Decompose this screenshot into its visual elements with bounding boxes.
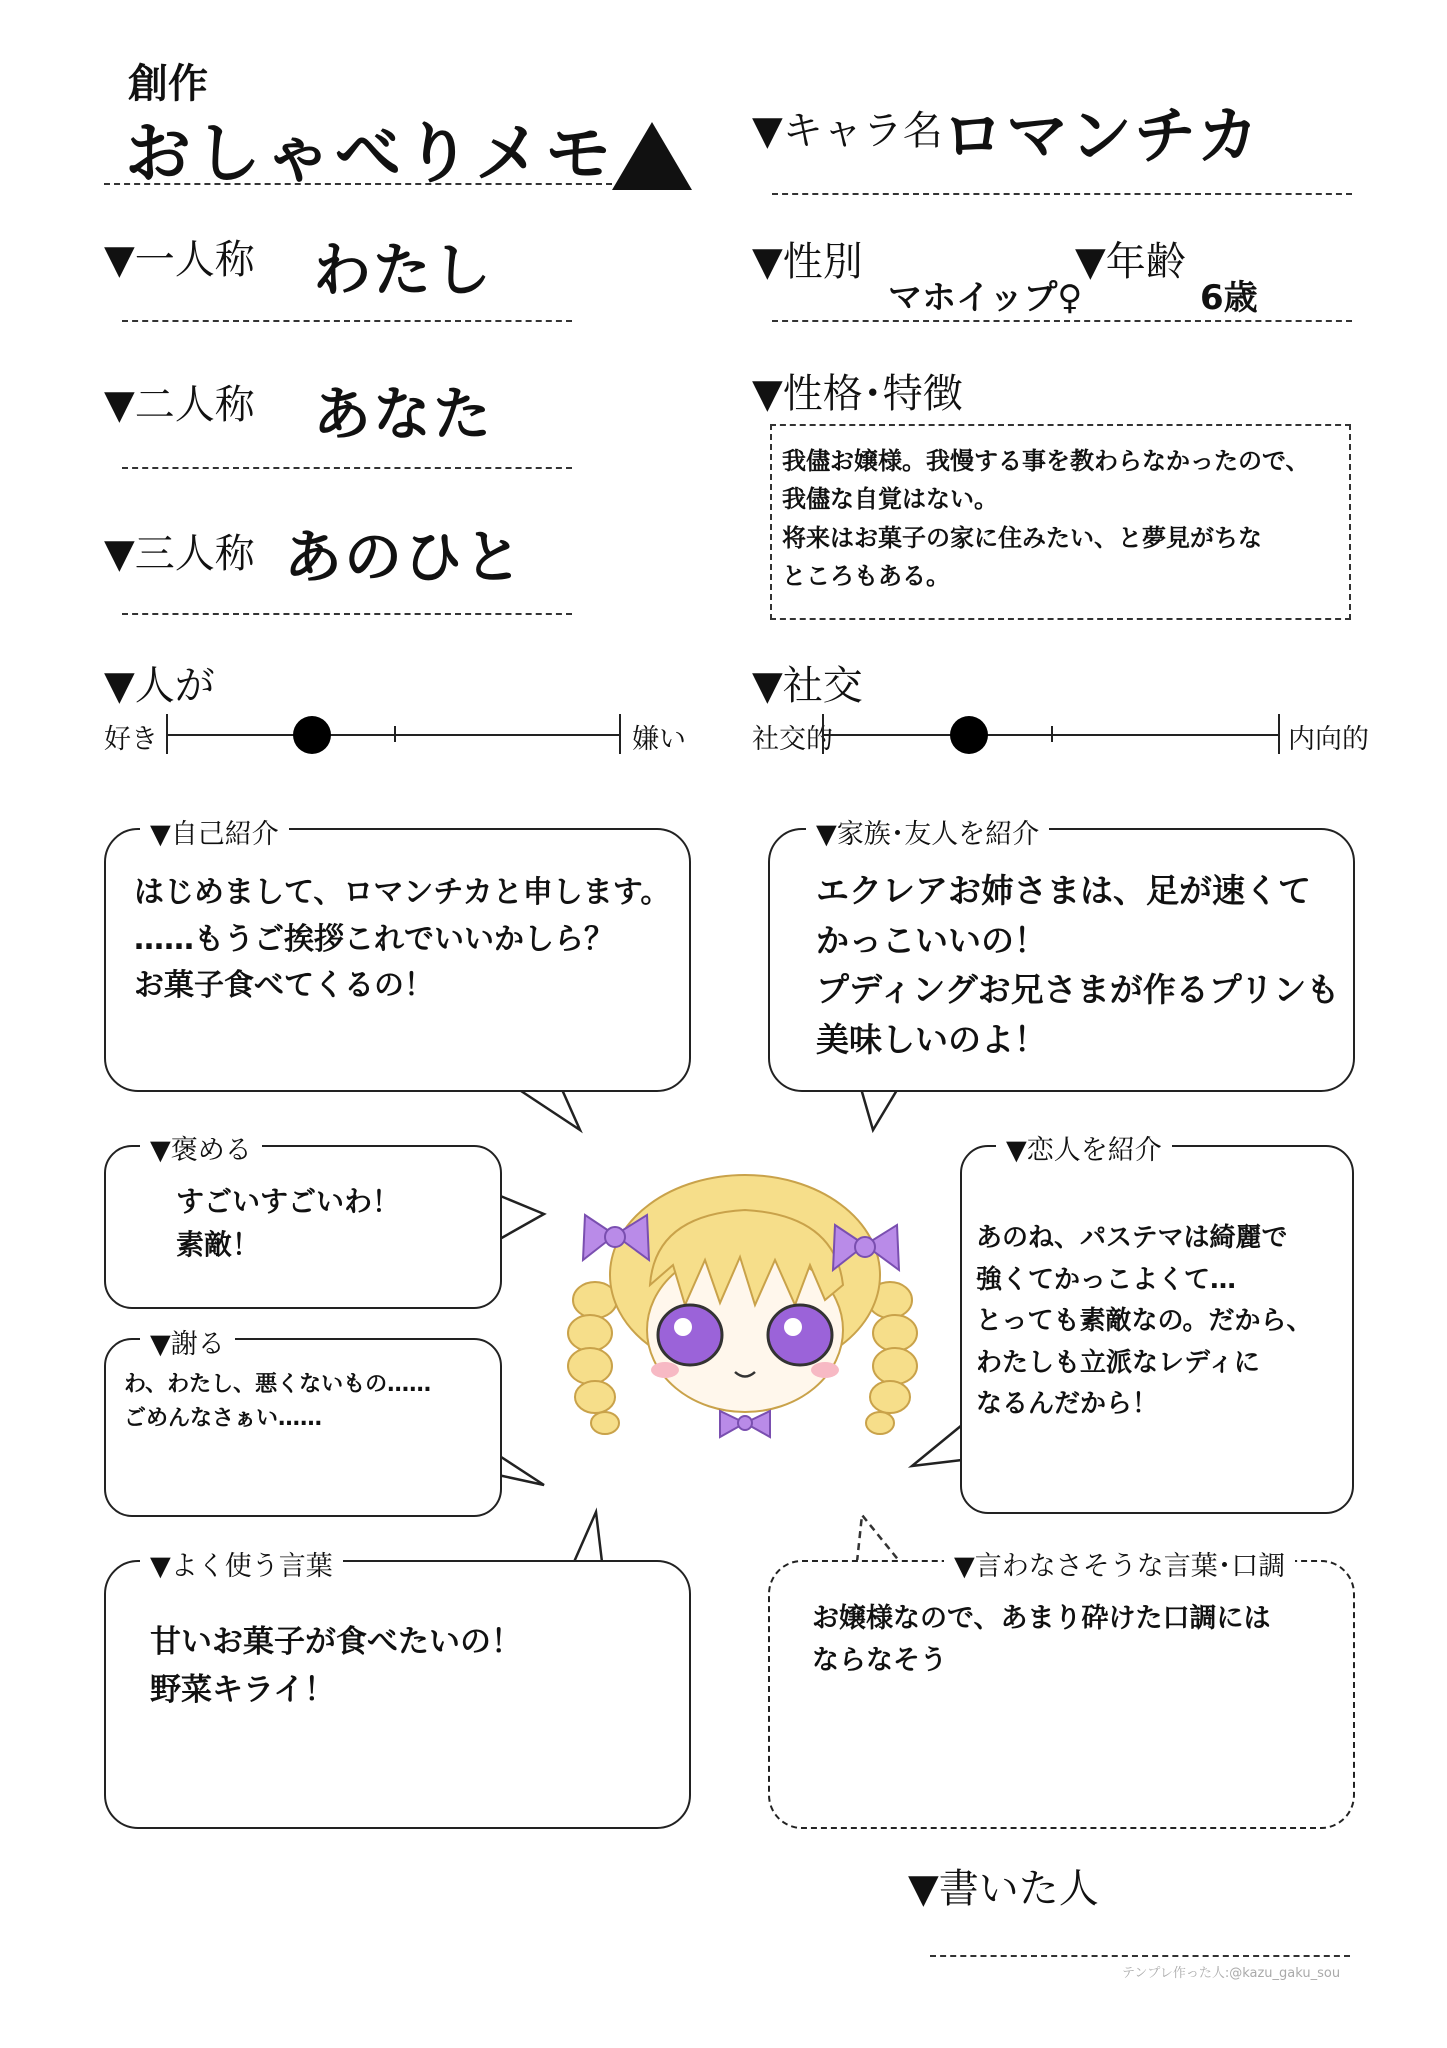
left-eye [658, 1305, 722, 1365]
unlikely-words-text: お嬢様なので、あまり砕けた口調には ならなそう [812, 1603, 1271, 1676]
praise-tail [498, 1195, 544, 1240]
social-scale-label: ▼社交 [752, 663, 863, 709]
chara-name-value: ロマンチカ [942, 99, 1261, 172]
common-words-title: ▼よく使う言葉 [140, 1544, 343, 1583]
family-intro-text: エクレアお姉さまは、足が速くて かっこいいの！ プディングお兄さまが作るプリンも 美味しいのよ！ [816, 871, 1340, 1059]
people-scale-right-label: 嫌い [632, 724, 686, 755]
neck-ribbon [720, 1411, 770, 1437]
unlikely-words-title: ▼言わなさそうな言葉･口調 [944, 1544, 1295, 1583]
age-label: ▼年齢 [1075, 239, 1186, 285]
author-label: ▼書いた人 [908, 1866, 1099, 1912]
people-scale-label: ▼人が [104, 663, 215, 709]
personality-text: 我儘お嬢様。我慢する事を教わらなかったので、 我儘な自覚はない。 将来はお菓子の家に住みたい、と夢見がちな ところもある。 [782, 447, 1310, 591]
right-eye [768, 1305, 832, 1365]
apology-tail [498, 1455, 544, 1485]
pre-title: 創作 [128, 61, 208, 107]
gender-value: マホイップ♀ [888, 278, 1083, 318]
left-braid [568, 1282, 619, 1434]
praise-title: ▼褒める [140, 1128, 262, 1167]
personality-label: ▼性格･特徴 [752, 371, 963, 417]
chara-name-label: ▼キャラ名 [752, 108, 943, 154]
self-intro-title: ▼自己紹介 [140, 812, 289, 851]
page-title: おしゃべりメモ [125, 115, 615, 192]
third-person-label: ▼三人称 [104, 531, 255, 577]
lover-intro-title: ▼恋人を紹介 [996, 1128, 1172, 1167]
first-person-label: ▼一人称 [104, 237, 255, 283]
age-value: 6歳 [1200, 278, 1258, 318]
third-person-value: あのひと [284, 523, 525, 591]
gender-label: ▼性別 [752, 239, 863, 285]
family-intro-title: ▼家族･友人を紹介 [806, 812, 1049, 851]
second-person-label: ▼二人称 [104, 382, 255, 428]
second-person-value: あなた [313, 380, 494, 448]
self-intro-text: はじめまして、ロマンチカと申します。 ……もうご挨拶これでいいかしら？ お菓子食べてくるの！ [134, 875, 671, 1003]
apology-text: わ、わたし、悪くないもの…… ごめんなさぁい…… [124, 1372, 432, 1432]
character-illustration [555, 1165, 935, 1465]
common-words-text: 甘いお菓子が食べたいの！ 野菜キライ！ [150, 1624, 522, 1709]
unlikely-words-tail [857, 1515, 900, 1562]
praise-text: すごいすごいわ！ 素敵！ [176, 1185, 401, 1262]
social-scale-left-label: 社交的 [752, 724, 833, 755]
people-scale-left-label: 好き [104, 724, 158, 755]
author-line [930, 1955, 1350, 1957]
template-credit: テンプレ作った人:@kazu_gaku_sou [1122, 1966, 1341, 1981]
social-scale-right-label: 内向的 [1288, 724, 1369, 755]
common-words-tail [574, 1512, 602, 1562]
lover-intro-text: あのね、パステマは綺麗で 強くてかっこよくて… とっても素敵なの。だから、 わたしも立派なレディに なるんだから！ [976, 1223, 1313, 1420]
first-person-value: わたし [313, 236, 494, 304]
apology-title: ▼謝る [140, 1322, 235, 1361]
